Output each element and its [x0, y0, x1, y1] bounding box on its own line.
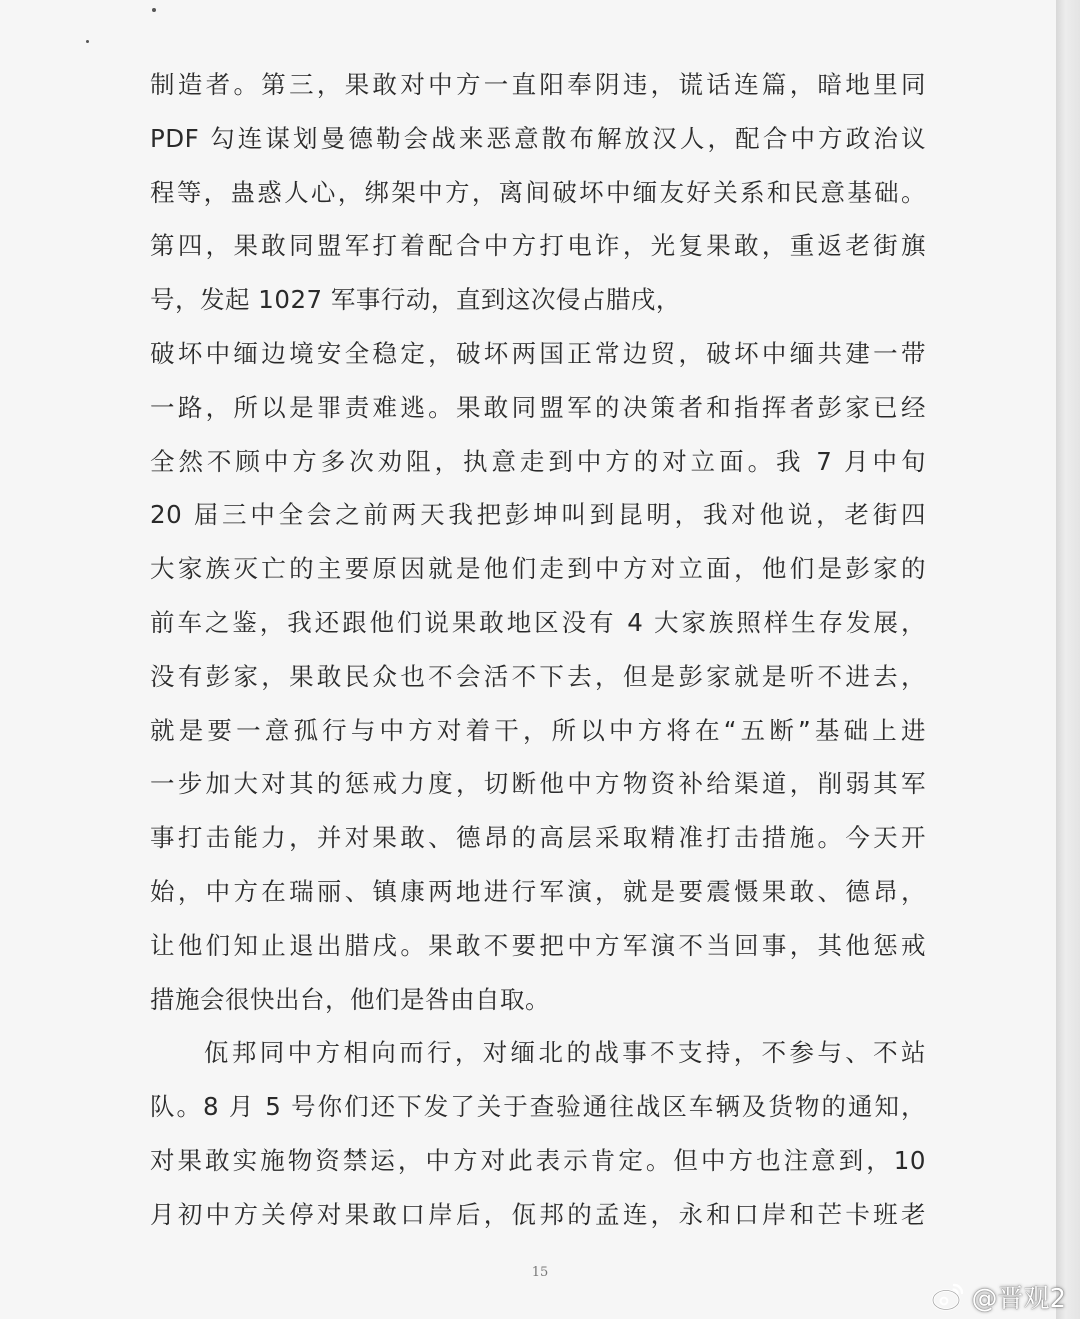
text-line: 一步加大对其的惩戒力度，切断他中方物资补给渠道，削弱其军 — [150, 769, 926, 799]
text-line: 事打击能力，并对果敢、德昂的高层采取精准打击措施。今天开 — [150, 823, 926, 853]
page-number: 15 — [531, 1265, 549, 1280]
text-line: 大家族灭亡的主要原因就是他们走到中方对立面，他们是彭家的 — [150, 554, 926, 584]
watermark — [931, 1278, 1066, 1315]
text-line-paragraph-start: 佤邦同中方相向而行，对缅北的战事不支持，不参与、不站 — [204, 1038, 926, 1068]
watermark-text: @晋观2 — [971, 1284, 1066, 1314]
text-line: 月初中方关停对果敢口岸后，佤邦的孟连，永和口岸和芒卡班老 — [150, 1199, 926, 1229]
text-line: 队。8 月 5 号你们还下发了关于查验通往战区车辆及货物的通知， — [150, 1092, 926, 1122]
text-line: 一路，所以是罪责难逃。果敢同盟军的决策者和指挥者彭家已经 — [150, 392, 926, 422]
text-line: 始，中方在瑞丽、镇康两地进行军演，就是要震慑果敢、德昂， — [150, 876, 926, 906]
page-edge — [1056, 0, 1080, 1319]
text-line: 没有彭家，果敢民众也不会活不下去，但是彭家就是听不进去， — [150, 661, 926, 691]
weibo-icon — [931, 1282, 965, 1312]
text-line: PDF 勾连谋划曼德勒会战来恶意散布解放汉人，配合中方政治议 — [150, 123, 926, 153]
text-line: 20 届三中全会之前两天我把彭坤叫到昆明，我对他说，老街四 — [150, 500, 926, 530]
text-line: 让他们知止退出腊戌。果敢不要把中方军演不当回事，其他惩戒 — [150, 930, 926, 960]
text-line: 前车之鉴，我还跟他们说果敢地区没有 4 大家族照样生存发展， — [150, 607, 926, 637]
text-line: 就是要一意孤行与中方对着干，所以中方将在“五断”基础上进 — [150, 715, 926, 745]
scan-speck — [152, 8, 156, 12]
text-line: 对果敢实施物资禁运，中方对此表示肯定。但中方也注意到，10 — [150, 1145, 926, 1175]
document-body — [150, 58, 926, 1242]
scan-speck — [86, 40, 89, 43]
text-line: 第四，果敢同盟军打着配合中方打电诈，光复果敢，重返老街旗 — [150, 231, 926, 261]
text-line: 号，发起 1027 军事行动，直到这次侵占腊戌， — [150, 285, 681, 315]
text-line: 破坏中缅边境安全稳定，破坏两国正常边贸，破坏中缅共建一带 — [150, 338, 926, 368]
text-line: 程等，蛊惑人心，绑架中方，离间破坏中缅友好关系和民意基础。 — [150, 177, 926, 207]
text-line: 制造者。第三，果敢对中方一直阳奉阴违，谎话连篇，暗地里同 — [150, 70, 926, 99]
text-line: 全然不顾中方多次劝阻，执意走到中方的对立面。我 7 月中旬 — [150, 446, 926, 476]
text-line: 措施会很快出台，他们是咎由自取。 — [150, 984, 550, 1014]
